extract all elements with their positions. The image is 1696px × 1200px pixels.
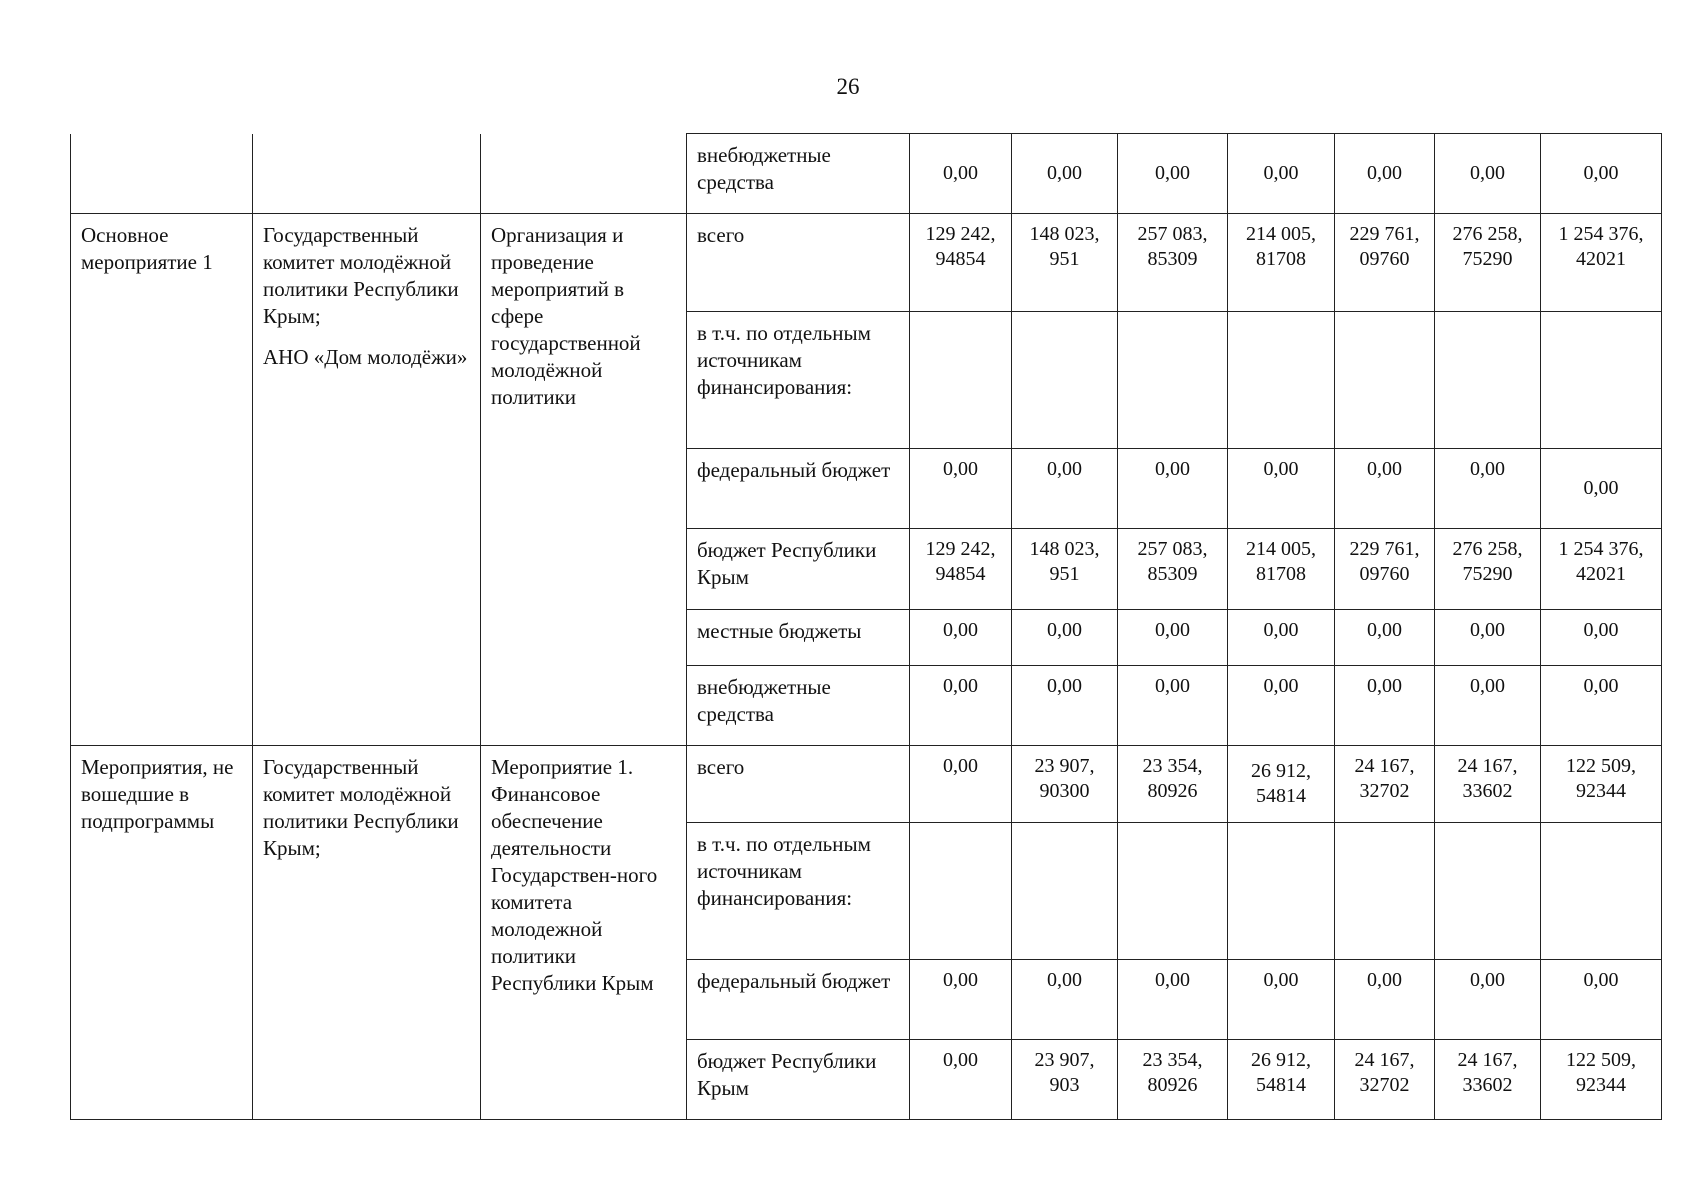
value-cell: 0,00 [1012, 960, 1118, 1040]
value-cell: 214 005, 81708 [1228, 529, 1335, 610]
value-cell: 0,00 [1435, 960, 1541, 1040]
value-cell: 0,00 [1012, 134, 1118, 214]
value-cell: 23 354, 80926 [1118, 746, 1228, 823]
value-cell [1335, 823, 1435, 960]
budget-table [70, 133, 1662, 1120]
empty-cell [253, 134, 481, 214]
value-cell: 0,00 [1541, 666, 1662, 746]
value-cell [1228, 823, 1335, 960]
value-cell: 0,00 [1335, 134, 1435, 214]
value-cell: 122 509, 92344 [1541, 746, 1662, 823]
empty-cell [71, 134, 253, 214]
status-cell: Основное мероприятие 1 [71, 214, 253, 746]
value-cell: 0,00 [1118, 610, 1228, 666]
value-cell: 0,00 [910, 666, 1012, 746]
value-cell: 0,00 [1118, 666, 1228, 746]
value-cell: 0,00 [910, 610, 1012, 666]
value-cell: 0,00 [1228, 134, 1335, 214]
value-cell: 0,00 [1435, 134, 1541, 214]
value-cell [1541, 823, 1662, 960]
table-row [71, 746, 1662, 823]
value-cell [1435, 312, 1541, 449]
value-cell: 0,00 [1541, 134, 1662, 214]
value-cell: 0,00 [1435, 666, 1541, 746]
value-cell: 0,00 [910, 134, 1012, 214]
value-cell: 0,00 [910, 449, 1012, 529]
value-cell: 214 005, 81708 [1228, 214, 1335, 312]
value-cell: 0,00 [1435, 610, 1541, 666]
value-cell: 0,00 [1118, 449, 1228, 529]
value-cell [1118, 312, 1228, 449]
value-cell: 23 354, 80926 [1118, 1040, 1228, 1120]
value-cell: 148 023, 951 [1012, 214, 1118, 312]
table-row [71, 214, 1662, 312]
source-cell: всего [687, 214, 910, 312]
value-cell [1012, 823, 1118, 960]
value-cell [1541, 312, 1662, 449]
value-cell: 148 023, 951 [1012, 529, 1118, 610]
value-cell: 0,00 [1228, 666, 1335, 746]
value-cell [1118, 823, 1228, 960]
executor-line: АНО «Дом молодёжи» [263, 345, 468, 369]
value-cell: 0,00 [1541, 960, 1662, 1040]
value-cell: 0,00 [910, 960, 1012, 1040]
source-cell: бюджет Республики Крым [687, 1040, 910, 1120]
value-cell: 129 242, 94854 [910, 214, 1012, 312]
value-cell: 229 761, 09760 [1335, 214, 1435, 312]
value-cell [1435, 823, 1541, 960]
value-cell [910, 312, 1012, 449]
value-cell: 0,00 [1012, 666, 1118, 746]
name-cell: Мероприятие 1. Финансовое обеспечение деятельности Государствен-ного комитета молодежной политики Республики Крым [481, 746, 687, 1120]
value-cell: 23 907, 903 [1012, 1040, 1118, 1120]
value-cell: 0,00 [1541, 449, 1662, 529]
executor-cell [253, 214, 481, 746]
status-cell: Мероприятия, не вошедшие в подпрограммы [71, 746, 253, 1120]
source-cell: бюджет Республики Крым [687, 529, 910, 610]
value-cell: 129 242, 94854 [910, 529, 1012, 610]
value-cell: 122 509, 92344 [1541, 1040, 1662, 1120]
value-cell: 0,00 [1435, 449, 1541, 529]
source-cell: внебюджетные средства [687, 666, 910, 746]
value-cell: 24 167, 33602 [1435, 1040, 1541, 1120]
value-cell: 0,00 [1012, 610, 1118, 666]
value-cell: 0,00 [1228, 960, 1335, 1040]
value-cell: 0,00 [1335, 610, 1435, 666]
value-cell: 0,00 [1335, 960, 1435, 1040]
value-cell: 257 083, 85309 [1118, 214, 1228, 312]
value-cell: 276 258, 75290 [1435, 214, 1541, 312]
value-cell: 24 167, 32702 [1335, 746, 1435, 823]
value-cell: 0,00 [1541, 610, 1662, 666]
value-cell: 0,00 [910, 746, 1012, 823]
empty-cell [481, 134, 687, 214]
value-cell: 0,00 [1118, 134, 1228, 214]
source-cell: в т.ч. по отдельным источникам финансирования: [687, 823, 910, 960]
table-row [71, 134, 1662, 214]
executor-cell: Государственный комитет молодёжной политики Республики Крым; [253, 746, 481, 1120]
source-cell: всего [687, 746, 910, 823]
source-cell: федеральный бюджет [687, 960, 910, 1040]
name-cell: Организация и проведение мероприятий в сфере государственной молодёжной политики [481, 214, 687, 746]
value-cell: 257 083, 85309 [1118, 529, 1228, 610]
value-cell: 0,00 [1335, 449, 1435, 529]
value-cell [1012, 312, 1118, 449]
value-cell: 26 912, 54814 [1228, 1040, 1335, 1120]
value-cell: 1 254 376, 42021 [1541, 529, 1662, 610]
value-cell: 0,00 [1012, 449, 1118, 529]
value-cell: 23 907, 90300 [1012, 746, 1118, 823]
value-cell: 0,00 [910, 1040, 1012, 1120]
value-cell: 229 761, 09760 [1335, 529, 1435, 610]
value-cell: 1 254 376, 42021 [1541, 214, 1662, 312]
value-cell: 24 167, 32702 [1335, 1040, 1435, 1120]
source-cell: федеральный бюджет [687, 449, 910, 529]
value-cell: 0,00 [1228, 610, 1335, 666]
value-cell: 276 258, 75290 [1435, 529, 1541, 610]
source-cell: внебюджетные средства [687, 134, 910, 214]
page-number: 26 [836, 74, 860, 99]
value-cell [910, 823, 1012, 960]
executor-line: Государственный комитет молодёжной политики Республики Крым; [263, 223, 459, 328]
value-cell: 0,00 [1228, 449, 1335, 529]
value-cell: 26 912, 54814 [1228, 746, 1335, 823]
value-cell [1228, 312, 1335, 449]
value-cell [1335, 312, 1435, 449]
value-cell: 0,00 [1118, 960, 1228, 1040]
value-cell: 24 167, 33602 [1435, 746, 1541, 823]
source-cell: местные бюджеты [687, 610, 910, 666]
value-cell: 0,00 [1335, 666, 1435, 746]
source-cell: в т.ч. по отдельным источникам финансирования: [687, 312, 910, 449]
